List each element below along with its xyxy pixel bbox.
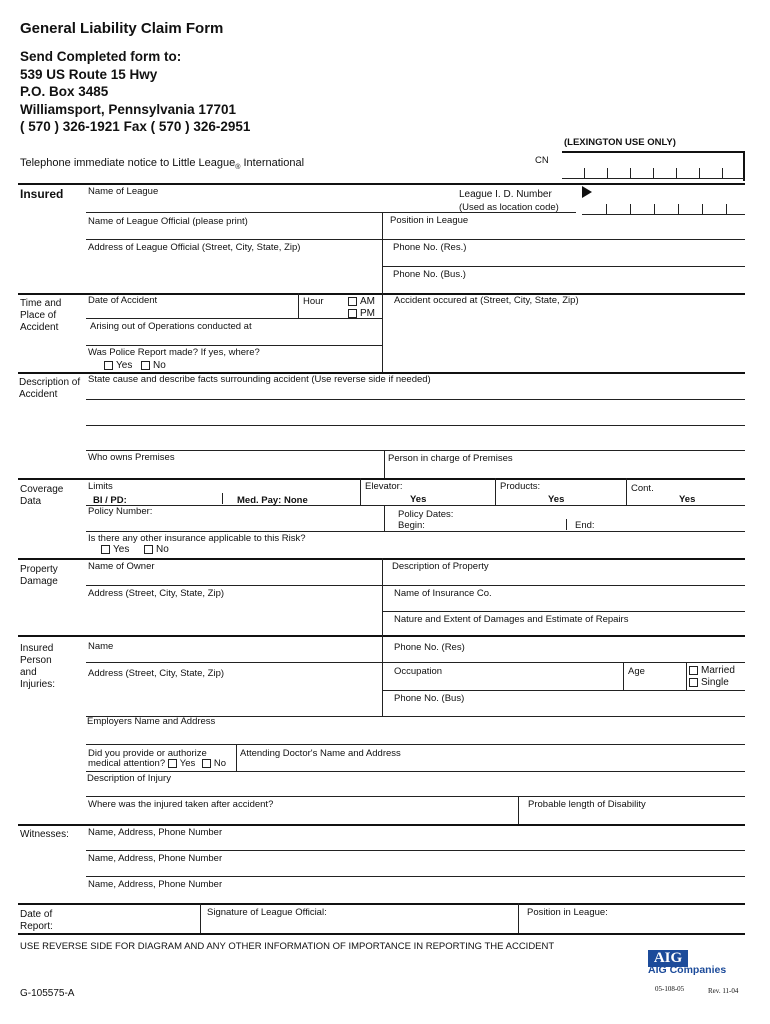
person-in-charge-label: Person in charge of Premises (388, 453, 513, 464)
med-pay-label: Med. Pay: None (237, 495, 308, 506)
send-to-line: P.O. Box 3485 (20, 84, 109, 99)
other-ins-no-option[interactable]: No (144, 544, 169, 555)
authorize-label: Did you provide or authorize (88, 748, 207, 759)
employer-label: Employers Name and Address (87, 716, 216, 727)
league-id-label: League I. D. Number (459, 189, 552, 200)
single-option[interactable]: Single (689, 677, 729, 688)
checkbox-icon (104, 361, 113, 370)
reverse-side-note: USE REVERSE SIDE FOR DIAGRAM AND ANY OTHER INFORMATION OF IMPORTANCE IN REPORTING THE ACCIDENT (20, 941, 555, 952)
medical-no-label: No (213, 758, 227, 769)
phone-res-label: Phone No. (Res.) (393, 242, 467, 253)
checkbox-icon (689, 666, 698, 675)
injured-name-label: Name (88, 641, 114, 652)
name-of-league-label: Name of League (88, 186, 159, 197)
medical-yes-label: Yes (179, 758, 196, 769)
married-option[interactable]: Married (689, 665, 735, 676)
checkbox-icon (101, 545, 110, 554)
am-option[interactable]: AM (348, 296, 375, 307)
occupation-label: Occupation (394, 666, 443, 677)
hour-label: Hour (303, 296, 324, 307)
other-ins-yes-option[interactable]: Yes (101, 544, 129, 555)
injured-phone-bus-label: Phone No. (Bus) (394, 693, 465, 704)
property-section-label: Property Damage (20, 564, 58, 587)
injured-section-label: Insured Person and Injuries: (20, 643, 56, 690)
witness-3-label: Name, Address, Phone Number (88, 879, 223, 890)
checkbox-icon (141, 361, 150, 370)
witness-2-label: Name, Address, Phone Number (88, 853, 223, 864)
end-label: End: (575, 520, 595, 531)
description-section-label: Description of Accident (19, 377, 81, 400)
league-id-note: (Used as location code) (459, 202, 559, 213)
arrow-icon (582, 186, 592, 198)
checkbox-icon[interactable] (202, 759, 211, 768)
send-to-line: Williamsport, Pennsylvania 17701 (20, 101, 236, 117)
checkbox-icon (689, 678, 698, 687)
notice-text: Telephone immediate notice to Little League$_®$ International (20, 157, 305, 172)
phone-bus-label: Phone No. (Bus.) (393, 269, 466, 280)
property-address-label: Address (Street, City, State, Zip) (88, 588, 225, 599)
send-to-line: ( 570 ) 326-1921 Fax ( 570 ) 326-2951 (20, 119, 251, 134)
report-date-label: Date of Report: (20, 909, 53, 932)
cn-label: CN (535, 155, 549, 166)
describe-facts-label: State cause and describe facts surrounding accident (Use reverse side if needed) (88, 374, 431, 385)
form-title: General Liability Claim Form (20, 20, 224, 37)
checkbox-icon (348, 297, 357, 306)
arising-label: Arising out of Operations conducted at (90, 321, 252, 332)
limits-label: Limits (88, 481, 113, 492)
police-no-option[interactable]: No (141, 360, 166, 371)
owner-name-label: Name of Owner (88, 561, 155, 572)
pm-option[interactable]: PM (348, 308, 375, 319)
disability-label: Probable length of Disability (528, 799, 646, 810)
revision-date: Rev. 11-04 (708, 987, 739, 995)
official-label: Name of League Official (please print) (88, 216, 248, 227)
injured-phone-res-label: Phone No. (Res) (394, 642, 465, 653)
witness-1-label: Name, Address, Phone Number (88, 827, 223, 838)
checkbox-icon[interactable] (168, 759, 177, 768)
injured-address-label: Address (Street, City, State, Zip) (88, 668, 225, 679)
police-yes-option[interactable]: Yes (104, 360, 132, 371)
send-to-line: Send Completed form to: (20, 49, 182, 64)
send-to-line: 539 US Route 15 Hwy (20, 66, 158, 82)
accident-location-label: Accident occured at (Street, City, State, Zip) (394, 295, 579, 306)
damage-nature-label: Nature and Extent of Damages and Estimate of Repairs (394, 614, 629, 625)
insured-section-label: Insured (20, 187, 64, 201)
police-report-label: Was Police Report made? If yes, where? (88, 347, 260, 358)
cont-value: Yes (679, 494, 696, 505)
taken-where-label: Where was the injured taken after accident? (88, 799, 274, 810)
signature-label: Signature of League Official: (207, 907, 327, 918)
lexington-note: (LEXINGTON USE ONLY) (564, 137, 676, 148)
form-code: 05-108-05 (655, 985, 685, 993)
insurance-co-label: Name of Insurance Co. (394, 588, 492, 599)
send-to-address (20, 48, 250, 136)
elevator-label: Elevator: (365, 481, 403, 492)
witnesses-section-label: Witnesses: (20, 829, 69, 840)
policy-dates-label: Policy Dates: (398, 509, 454, 520)
aig-companies-logo: AIG Companies (648, 964, 727, 976)
other-insurance-label: Is there any other insurance applicable to this Risk? (88, 533, 306, 544)
coverage-section-label: Coverage Data (20, 484, 64, 507)
premises-owner-label: Who owns Premises (88, 452, 175, 463)
products-label: Products: (500, 481, 541, 492)
form-number: G-105575-A (20, 988, 75, 999)
date-accident-label: Date of Accident (88, 295, 158, 306)
checkbox-icon (348, 309, 357, 318)
aig-logo: AIG (648, 950, 688, 967)
cont-label: Cont. (631, 483, 654, 494)
age-label: Age (628, 666, 645, 677)
official-address-label: Address of League Official (Street, City, State, Zip) (88, 242, 301, 253)
begin-label: Begin: (398, 520, 425, 531)
time-place-section-label: Time and Place of Accident (20, 298, 62, 333)
doctor-label: Attending Doctor's Name and Address (240, 748, 401, 759)
checkbox-icon (144, 545, 153, 554)
position-label: Position in League (390, 215, 469, 226)
medical-attention-question: medical attention? Yes No (88, 758, 227, 769)
property-description-label: Description of Property (392, 561, 489, 572)
injury-description-label: Description of Injury (87, 773, 171, 784)
policy-number-label: Policy Number: (88, 506, 153, 517)
products-value: Yes (548, 494, 565, 505)
elevator-value: Yes (410, 494, 427, 505)
report-position-label: Position in League: (527, 907, 608, 918)
bi-pd-label: BI / PD: (93, 495, 127, 506)
